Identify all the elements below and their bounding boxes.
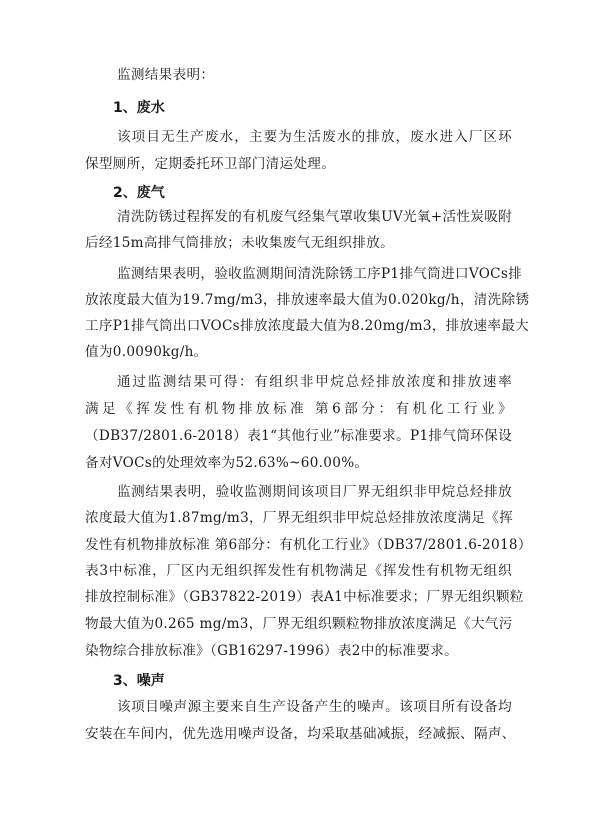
paragraph-line: 保型厕所，定期委托环卫部门清运处理。 bbox=[85, 156, 336, 172]
section-heading-noise: 3、噪声 bbox=[113, 673, 165, 689]
paragraph-line: 表3中标准，厂区内无组织挥发性有机物满足《挥发性有机物无组织 bbox=[85, 563, 512, 579]
paragraph-line: 监测结果表明，验收监测期间该项目厂界无组织非甲烷总烃排放 bbox=[117, 484, 512, 500]
paragraph-line: （DB37/2801.6-2018）表1“其他行业”标准要求。P1排气筒环保设 bbox=[85, 428, 512, 444]
paragraph-line: 备对VOCs的处理效率为52.63%~60.00%。 bbox=[85, 455, 369, 471]
paragraph-line: 该项目噪声源主要来自生产设备产生的噪声。该项目所有设备均 bbox=[117, 699, 512, 715]
paragraph-line: 染物综合排放标准》（GB16297-1996）表2中的标准要求。 bbox=[85, 643, 459, 659]
paragraph-line: 监测结果表明，验收监测期间清洗除锈工序P1排气筒进口VOCs排 bbox=[117, 266, 523, 282]
paragraph-line: 清洗防锈过程挥发的有机废气经集气罩收集UV光氧+活性炭吸附 bbox=[117, 209, 512, 225]
paragraph-line: 物最大值为0.265 mg/m3，厂界无组织颗粒物排放浓度满足《大气污 bbox=[85, 616, 513, 632]
paragraph-line: 发性有机物排放标准 第6部分：有机化工行业》（DB37/2801.6-2018） bbox=[85, 537, 532, 553]
paragraph-line: 值为0.0090kg/h。 bbox=[85, 344, 208, 360]
intro-text: 监测结果表明： bbox=[117, 67, 215, 83]
paragraph-line: 工序P1排气筒出口VOCs排放浓度最大值为8.20mg/m3，排放速率最大 bbox=[85, 318, 530, 334]
section-heading-wastewater: 1、废水 bbox=[113, 100, 165, 116]
paragraph-line: 该项目无生产废水，主要为生活废水的排放，废水进入厂区环 bbox=[117, 129, 512, 145]
paragraph-line: 后经15m高排气筒排放；未收集废气无组织排放。 bbox=[85, 235, 394, 251]
paragraph-line: 满足《挥发性有机物排放标准 第6部分：有机化工行业》 bbox=[85, 401, 512, 417]
paragraph-line: 安装在车间内，优先选用噪声设备，均采取基础减振，经减振、隔声、 bbox=[85, 726, 516, 742]
paragraph-line: 放浓度最大值为19.7mg/m3，排放速率最大值为0.020kg/h，清洗除锈 bbox=[85, 292, 530, 308]
section-heading-waste-gas: 2、废气 bbox=[113, 185, 165, 201]
paragraph-line: 浓度最大值为1.87mg/m3，厂界无组织非甲烷总烃排放浓度满足《挥 bbox=[85, 510, 514, 526]
paragraph-line: 通过监测结果可得：有组织非甲烷总烃排放浓度和排放速率 bbox=[117, 374, 512, 390]
paragraph-line: 排放控制标准》（GB37822-2019）表A1中标准要求；厂界无组织颗粒 bbox=[85, 589, 524, 605]
